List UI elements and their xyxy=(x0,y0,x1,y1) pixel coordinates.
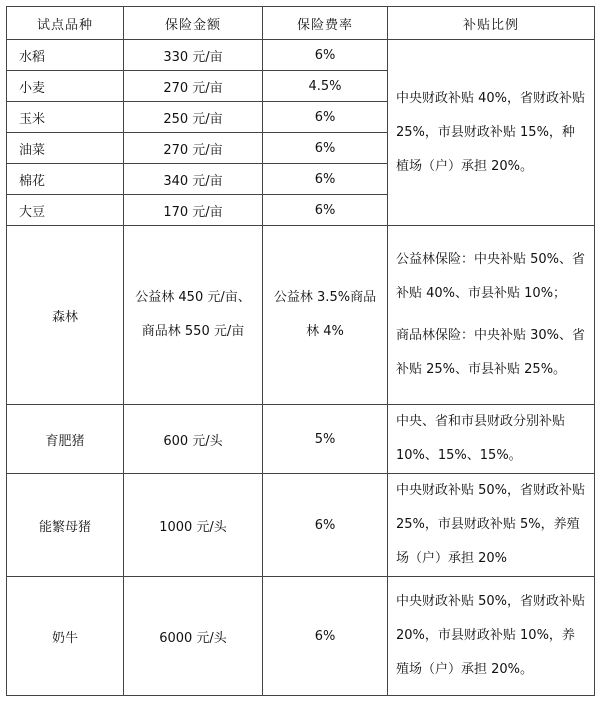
crop-rate: 6% xyxy=(263,133,388,164)
fattening-pig-amount: 600 元/头 xyxy=(124,405,263,474)
dairy-cow-amount: 6000 元/头 xyxy=(124,577,263,696)
forest-subsidy-public: 公益林保险：中央补贴 50%、省补贴 40%、市县补贴 10%； xyxy=(396,252,586,301)
crop-name: 油菜 xyxy=(7,133,124,164)
crop-rate: 4.5% xyxy=(263,71,388,102)
forest-subsidy-commercial: 商品林保险：中央补贴 30%、省补贴 25%、市县补贴 25%。 xyxy=(396,328,586,377)
table-row xyxy=(7,226,595,405)
crop-name: 棉花 xyxy=(7,164,124,195)
crop-name: 水稻 xyxy=(7,40,124,71)
dairy-cow-rate: 6% xyxy=(263,577,388,696)
table-row xyxy=(7,405,595,474)
crop-amount: 340 元/亩 xyxy=(124,164,263,195)
table-wrapper xyxy=(6,6,595,696)
crop-rate: 6% xyxy=(263,40,388,71)
header-variety: 试点品种 xyxy=(7,7,124,40)
dairy-cow-subsidy: 中央财政补贴 50%，省财政补贴 20%，市县财政补贴 10%，养殖场（户）承担 20%。 xyxy=(388,577,595,696)
crop-rate: 6% xyxy=(263,195,388,226)
crop-name: 小麦 xyxy=(7,71,124,102)
crop-amount: 270 元/亩 xyxy=(124,133,263,164)
crop-amount: 170 元/亩 xyxy=(124,195,263,226)
header-premium-rate: 保险费率 xyxy=(263,7,388,40)
forest-subsidy xyxy=(388,226,595,405)
breeding-sow-rate: 6% xyxy=(263,474,388,577)
forest-rate: 公益林 3.5%商品林 4% xyxy=(263,226,388,405)
fattening-pig-name: 育肥猪 xyxy=(7,405,124,474)
crop-subsidy: 中央财政补贴 40%，省财政补贴 25%，市县财政补贴 15%，种植场（户）承担 20%。 xyxy=(388,40,595,226)
crop-rate: 6% xyxy=(263,102,388,133)
table-row xyxy=(7,577,595,696)
header-subsidy-ratio: 补贴比例 xyxy=(388,7,595,40)
crop-amount: 270 元/亩 xyxy=(124,71,263,102)
crop-amount: 330 元/亩 xyxy=(124,40,263,71)
table-row xyxy=(7,474,595,577)
crop-name: 玉米 xyxy=(7,102,124,133)
crop-name: 大豆 xyxy=(7,195,124,226)
forest-amount: 公益林 450 元/亩、商品林 550 元/亩 xyxy=(124,226,263,405)
breeding-sow-subsidy: 中央财政补贴 50%，省财政补贴 25%，市县财政补贴 5%，养殖场（户）承担 20% xyxy=(388,474,595,577)
dairy-cow-name: 奶牛 xyxy=(7,577,124,696)
insurance-subsidy-table xyxy=(6,6,595,696)
table-row xyxy=(7,40,595,71)
header-insured-amount: 保险金额 xyxy=(124,7,263,40)
forest-name: 森林 xyxy=(7,226,124,405)
fattening-pig-rate: 5% xyxy=(263,405,388,474)
header-row xyxy=(7,7,595,40)
breeding-sow-name: 能繁母猪 xyxy=(7,474,124,577)
fattening-pig-subsidy: 中央、省和市县财政分别补贴 10%、15%、15%。 xyxy=(388,405,595,474)
crop-rate: 6% xyxy=(263,164,388,195)
crop-amount: 250 元/亩 xyxy=(124,102,263,133)
breeding-sow-amount: 1000 元/头 xyxy=(124,474,263,577)
